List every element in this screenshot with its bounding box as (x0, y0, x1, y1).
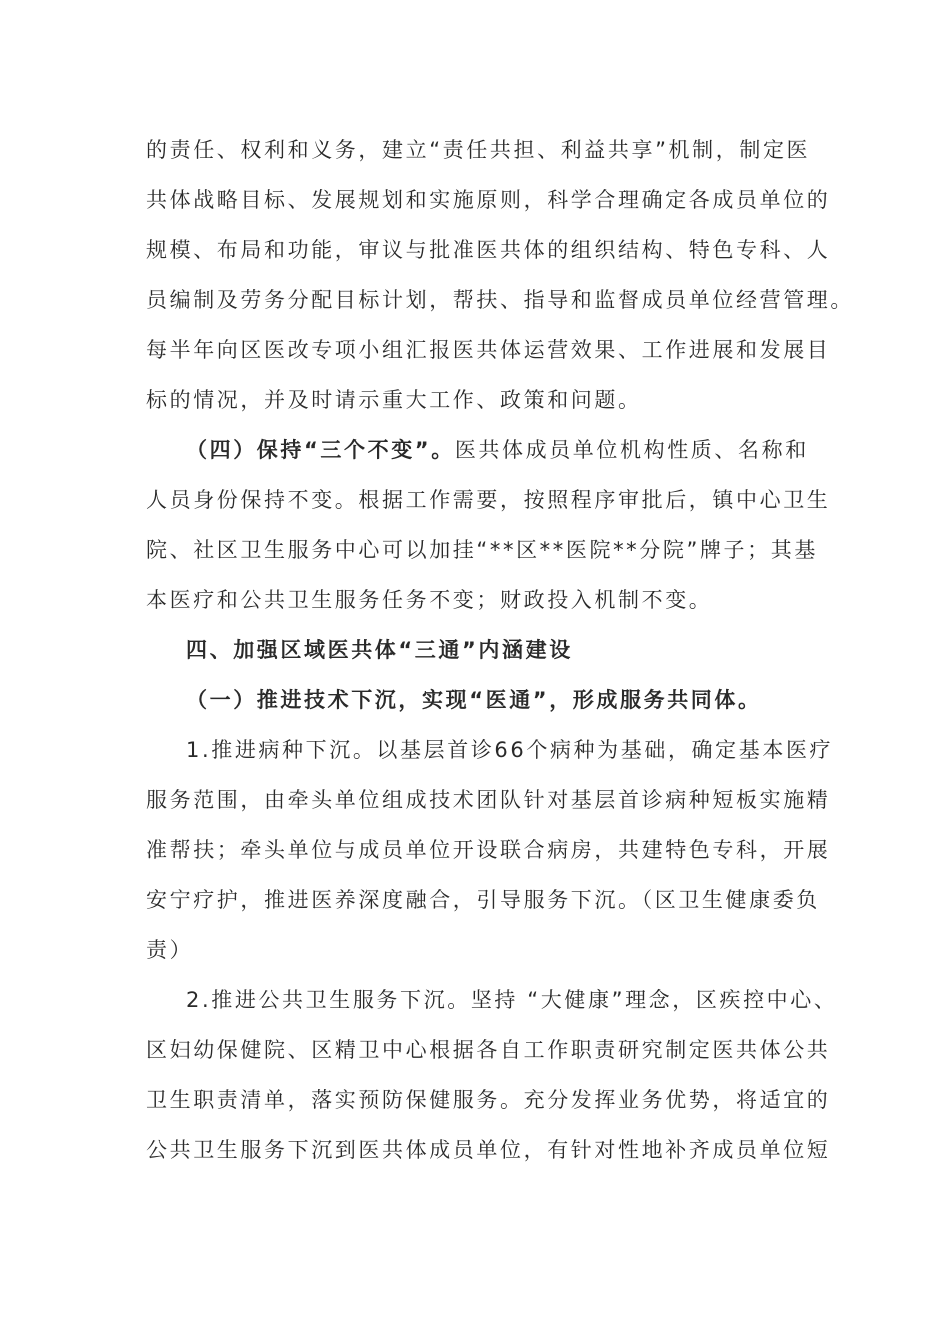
body-text-line: 准帮扶；牵头单位与成员单位开设联合病房，共建特色专科，开展 (146, 838, 831, 862)
subsection-heading-one: （一）推进技术下沉，实现“医通”，形成服务共同体。 (186, 688, 762, 712)
body-text-line: 公共卫生服务下沉到医共体成员单位，有针对性地补齐成员单位短 (146, 1138, 831, 1162)
subsection-heading-four: （四）保持“三个不变”。 (186, 438, 455, 462)
body-text-line: 2.推进公共卫生服务下沉。坚持 “大健康”理念，区疾控中心、 (186, 988, 838, 1012)
body-text-line: 安宁疗护，推进医养深度融合，引导服务下沉。（区卫生健康委负 (146, 888, 820, 912)
body-text-line: 卫生职责清单，落实预防保健服务。充分发挥业务优势，将适宜的 (146, 1088, 831, 1112)
body-text-line: 规模、布局和功能，审议与批准医共体的组织结构、特色专科、人 (146, 238, 831, 262)
body-text-line: 标的情况，并及时请示重大工作、政策和问题。 (146, 388, 642, 412)
body-text-line: 区妇幼保健院、区精卫中心根据各自工作职责研究制定医共体公共 (146, 1038, 831, 1062)
body-text-run: 医共体成员单位机构性质、名称和 (454, 438, 809, 462)
body-text-line: 每半年向区医改专项小组汇报医共体运营效果、工作进展和发展目 (146, 338, 831, 362)
subsection-paragraph (186, 434, 886, 466)
body-text-line: 1.推进病种下沉。以基层首诊66个病种为基础，确定基本医疗 (186, 738, 834, 762)
section-heading: 四、加强区域医共体“三通”内涵建设 (186, 638, 573, 662)
body-text-line: 员编制及劳务分配目标计划，帮扶、指导和监督成员单位经营管理。 (146, 288, 854, 312)
body-text-line: 共体战略目标、发展规划和实施原则，科学合理确定各成员单位的 (146, 188, 831, 212)
body-text-line: 的责任、权利和义务，建立“责任共担、利益共享”机制，制定医 (146, 138, 811, 162)
body-text-line: 院、社区卫生服务中心可以加挂“**区**医院**分院”牌子；其基 (146, 538, 818, 562)
body-text-line: 本医疗和公共卫生服务任务不变；财政投入机制不变。 (146, 588, 713, 612)
body-text-line: 人员身份保持不变。根据工作需要，按照程序审批后，镇中心卫生 (146, 488, 831, 512)
body-text-line: 服务范围，由牵头单位组成技术团队针对基层首诊病种短板实施精 (146, 788, 831, 812)
body-text-line: 责） (146, 938, 194, 962)
